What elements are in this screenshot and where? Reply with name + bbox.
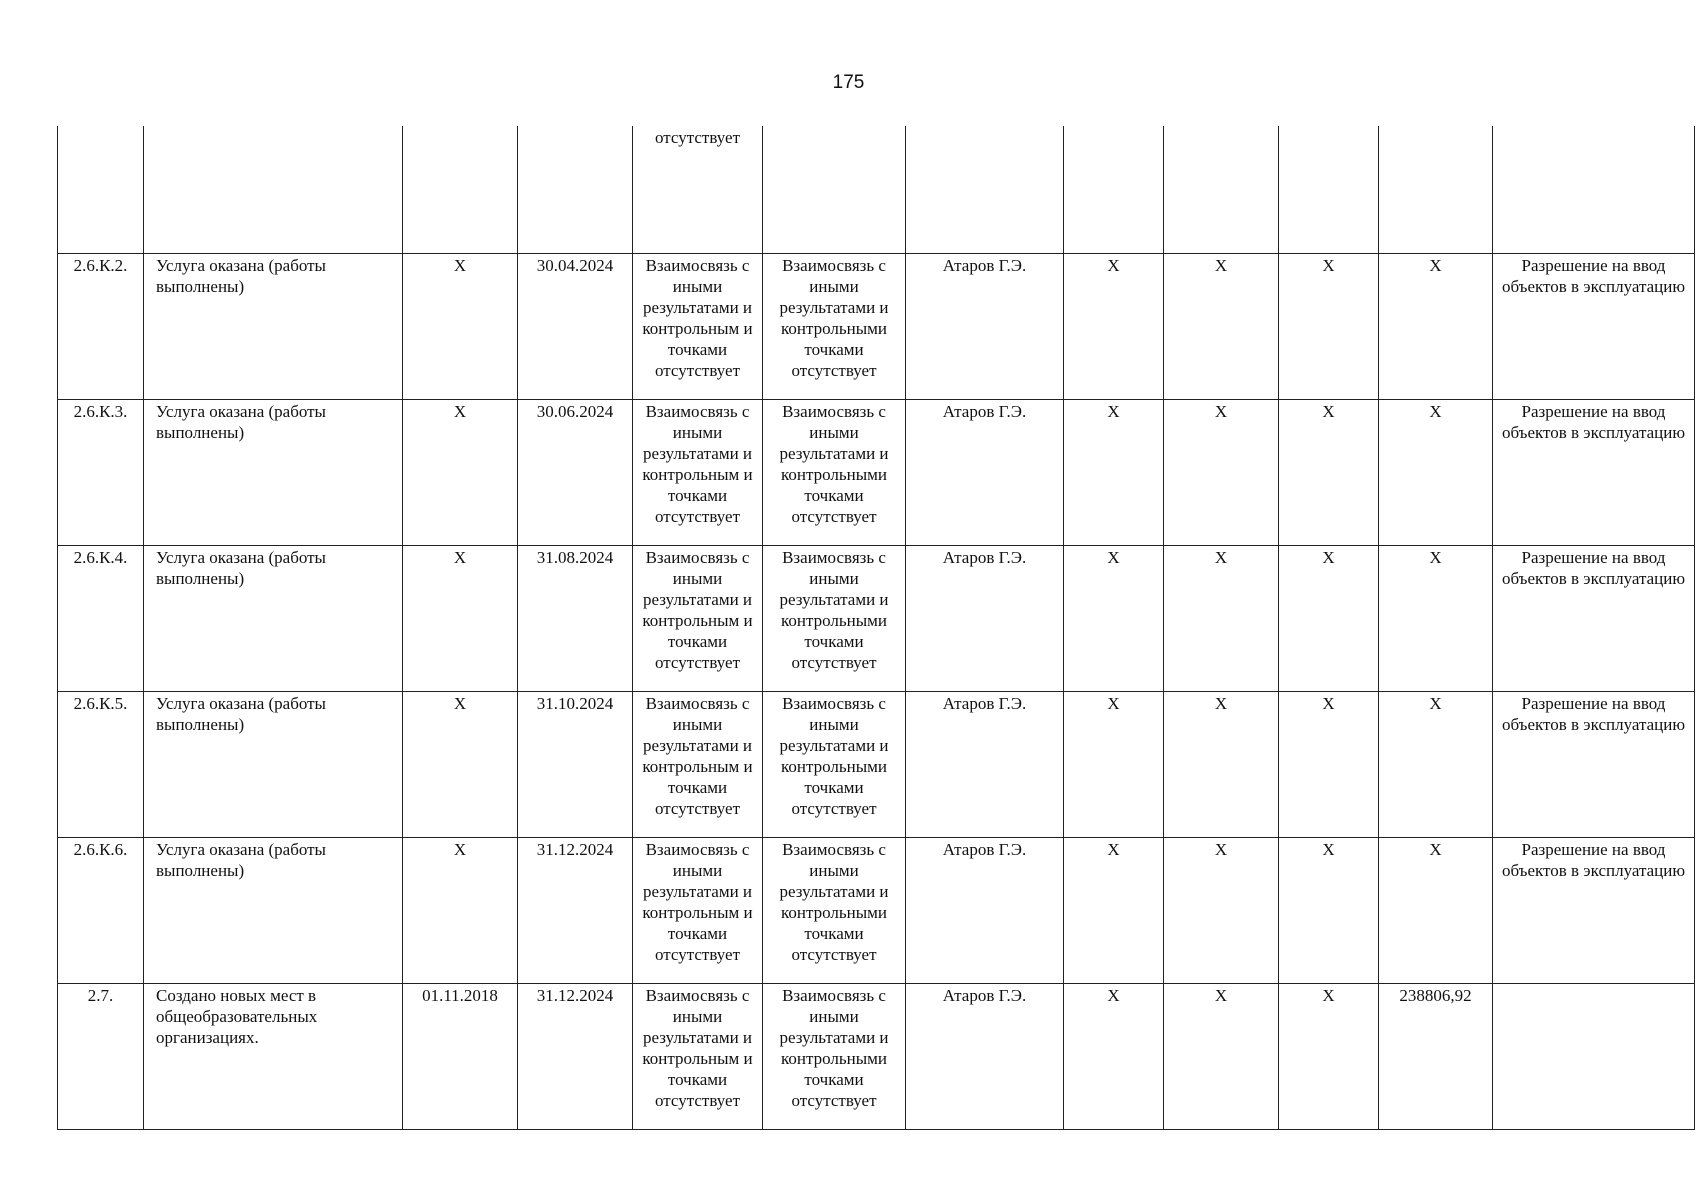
cell-c4: X — [1379, 253, 1493, 399]
table-row — [58, 399, 1695, 545]
cell-c2: X — [1164, 691, 1279, 837]
cell-c4: X — [1379, 691, 1493, 837]
cell-c2: X — [1164, 545, 1279, 691]
table-row — [58, 253, 1695, 399]
cell-c3: X — [1279, 837, 1379, 983]
cell-document: Разрешение на ввод объектов в эксплуатацию — [1493, 837, 1695, 983]
cell-name: Услуга оказана (работы выполнены) — [144, 545, 403, 691]
cell-interrelation-results: Взаимосвязь с иными результатами и контрольным и точками отсутствует — [633, 253, 763, 399]
cell-end: 30.06.2024 — [518, 399, 633, 545]
cell-code: 2.6.К.3. — [58, 399, 144, 545]
cell-start: X — [403, 545, 518, 691]
cell-interrelation-points: Взаимосвязь с иными результатами и контрольными точками отсутствует — [763, 837, 906, 983]
cell-interrelation-results: Взаимосвязь с иными результатами и контрольным и точками отсутствует — [633, 399, 763, 545]
cell-c1: X — [1064, 253, 1164, 399]
cell-c2: X — [1164, 837, 1279, 983]
cell-document — [1493, 983, 1695, 1129]
cell-c4: X — [1379, 545, 1493, 691]
cell-name: Услуга оказана (работы выполнены) — [144, 691, 403, 837]
cell-interrelation-points: Взаимосвязь с иными результатами и контрольными точками отсутствует — [763, 691, 906, 837]
cell-c2: X — [1164, 983, 1279, 1129]
cell-start: X — [403, 399, 518, 545]
cell-code: 2.6.К.4. — [58, 545, 144, 691]
cell-start: X — [403, 837, 518, 983]
cell-responsible: Атаров Г.Э. — [906, 691, 1064, 837]
cell-interrelation-points: Взаимосвязь с иными результатами и контрольными точками отсутствует — [763, 253, 906, 399]
cell-responsible: Атаров Г.Э. — [906, 983, 1064, 1129]
cell-end: 31.12.2024 — [518, 837, 633, 983]
cell-document: Разрешение на ввод объектов в эксплуатацию — [1493, 691, 1695, 837]
cell-c1 — [1064, 126, 1164, 253]
table-row — [58, 983, 1695, 1129]
cell-code: 2.6.К.2. — [58, 253, 144, 399]
cell-end: 31.08.2024 — [518, 545, 633, 691]
cell-c1: X — [1064, 399, 1164, 545]
cell-c4: X — [1379, 837, 1493, 983]
cell-c1: X — [1064, 545, 1164, 691]
cell-interrelation-results: Взаимосвязь с иными результатами и контрольным и точками отсутствует — [633, 545, 763, 691]
cell-name: Услуга оказана (работы выполнены) — [144, 399, 403, 545]
cell-c3: X — [1279, 545, 1379, 691]
table-row — [58, 545, 1695, 691]
cell-c2: X — [1164, 399, 1279, 545]
table-row — [58, 837, 1695, 983]
control-points-table — [57, 126, 1695, 1130]
cell-end: 31.12.2024 — [518, 983, 633, 1129]
cell-name: Услуга оказана (работы выполнены) — [144, 253, 403, 399]
cell-interrelation-points: Взаимосвязь с иными результатами и контрольными точками отсутствует — [763, 983, 906, 1129]
cell-name: Создано новых мест в общеобразовательных организациях. — [144, 983, 403, 1129]
cell-interrelation-results: Взаимосвязь с иными результатами и контрольным и точками отсутствует — [633, 691, 763, 837]
cell-start — [403, 126, 518, 253]
cell-c2: X — [1164, 253, 1279, 399]
cell-c4: 238806,92 — [1379, 983, 1493, 1129]
cell-end — [518, 126, 633, 253]
cell-code: 2.7. — [58, 983, 144, 1129]
cell-c3: X — [1279, 691, 1379, 837]
cell-interrelation-points: Взаимосвязь с иными результатами и контрольными точками отсутствует — [763, 545, 906, 691]
cell-name — [144, 126, 403, 253]
cell-interrelation-results: отсутствует — [633, 126, 763, 253]
cell-code: 2.6.К.5. — [58, 691, 144, 837]
cell-c3 — [1279, 126, 1379, 253]
cell-interrelation-points — [763, 126, 906, 253]
cell-start: 01.11.2018 — [403, 983, 518, 1129]
cell-document: Разрешение на ввод объектов в эксплуатацию — [1493, 545, 1695, 691]
cell-document: Разрешение на ввод объектов в эксплуатацию — [1493, 399, 1695, 545]
cell-c1: X — [1064, 691, 1164, 837]
table-row-continued — [58, 126, 1695, 253]
table-body — [58, 126, 1695, 1129]
cell-code: 2.6.К.6. — [58, 837, 144, 983]
cell-c1: X — [1064, 837, 1164, 983]
cell-code — [58, 126, 144, 253]
page-number: 175 — [832, 72, 865, 93]
cell-name: Услуга оказана (работы выполнены) — [144, 837, 403, 983]
cell-responsible: Атаров Г.Э. — [906, 253, 1064, 399]
cell-c3: X — [1279, 399, 1379, 545]
cell-start: X — [403, 253, 518, 399]
table-row — [58, 691, 1695, 837]
cell-document: Разрешение на ввод объектов в эксплуатацию — [1493, 253, 1695, 399]
cell-c3: X — [1279, 253, 1379, 399]
cell-interrelation-results: Взаимосвязь с иными результатами и контрольным и точками отсутствует — [633, 837, 763, 983]
cell-c4 — [1379, 126, 1493, 253]
cell-end: 31.10.2024 — [518, 691, 633, 837]
cell-end: 30.04.2024 — [518, 253, 633, 399]
cell-responsible — [906, 126, 1064, 253]
cell-start: X — [403, 691, 518, 837]
cell-interrelation-results: Взаимосвязь с иными результатами и контрольным и точками отсутствует — [633, 983, 763, 1129]
cell-c2 — [1164, 126, 1279, 253]
cell-responsible: Атаров Г.Э. — [906, 545, 1064, 691]
cell-responsible: Атаров Г.Э. — [906, 837, 1064, 983]
cell-interrelation-points: Взаимосвязь с иными результатами и контрольными точками отсутствует — [763, 399, 906, 545]
cell-c3: X — [1279, 983, 1379, 1129]
cell-c1: X — [1064, 983, 1164, 1129]
cell-c4: X — [1379, 399, 1493, 545]
cell-responsible: Атаров Г.Э. — [906, 399, 1064, 545]
cell-document — [1493, 126, 1695, 253]
